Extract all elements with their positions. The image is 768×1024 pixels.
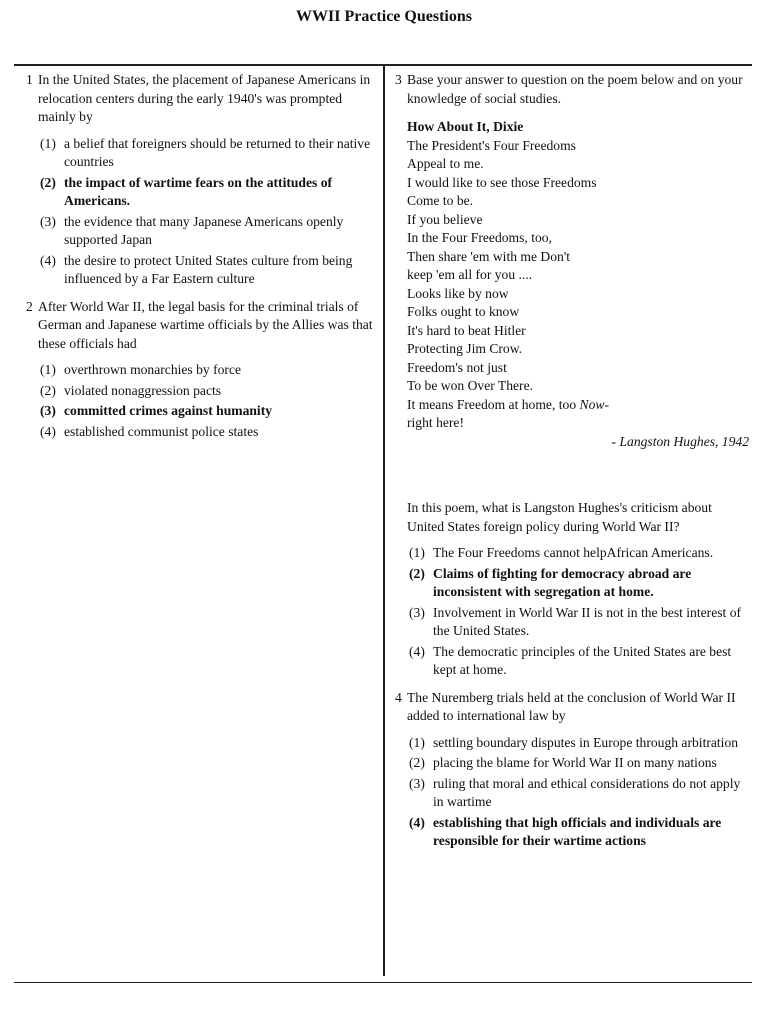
- left-column: [26, 71, 380, 450]
- question-2: [26, 298, 380, 354]
- choice-2-1: [40, 361, 380, 380]
- choice-3-3: [409, 604, 751, 641]
- question-1: [26, 71, 380, 127]
- poem-title: How About It, Dixie: [407, 119, 524, 134]
- poem-line: Then share 'em with me Don't: [407, 248, 571, 264]
- choice-2-3-correct: [40, 402, 380, 421]
- choice-4-4-correct: [409, 814, 751, 851]
- choices-4: [409, 734, 751, 851]
- choices-2: [40, 361, 380, 441]
- choice-number: (3): [40, 403, 56, 418]
- right-column: [395, 71, 751, 860]
- choice-number: (2): [409, 755, 425, 770]
- choice-4-1: [409, 734, 751, 753]
- choice-number: (4): [40, 252, 56, 268]
- choice-1-2-correct: [40, 174, 380, 211]
- choice-4-2: [409, 754, 751, 773]
- choice-text: the evidence that many Japanese Americans openly supported Japan: [64, 213, 344, 247]
- choices-3: [409, 544, 751, 680]
- question-text: The Nuremberg trials held at the conclusion of World War II added to international law by: [407, 689, 736, 723]
- choice-3-4: [409, 643, 751, 680]
- choice-text: the impact of wartime fears on the attitudes of Americans.: [64, 174, 333, 208]
- choice-text: Claims of fighting for democracy abroad are inconsistent with segregation at home.: [433, 565, 692, 599]
- poem-line: If you believe: [407, 211, 483, 227]
- poem-line: Freedom's not just: [407, 359, 507, 375]
- choice-2-2: [40, 382, 380, 401]
- choice-text: committed crimes against humanity: [64, 403, 273, 418]
- question-number: 3: [395, 72, 402, 87]
- choice-2-4: [40, 423, 380, 442]
- choice-number: (3): [40, 213, 56, 229]
- choices-1: [40, 135, 380, 289]
- choice-text: a belief that foreigners should be returned to their native countries: [64, 135, 371, 169]
- choice-number: (3): [409, 775, 425, 791]
- question-text: After World War II, the legal basis for the criminal trials of German and Japanese wartime officials by the Allies was that these officials had: [38, 298, 373, 351]
- poem-line: Looks like by now: [407, 285, 509, 301]
- choice-number: (4): [40, 423, 56, 439]
- choice-text: settling boundary disputes in Europe through arbitration: [433, 734, 739, 750]
- choice-number: (1): [40, 362, 56, 377]
- question-4: [395, 689, 751, 726]
- poem-line: I would like to see those Freedoms: [407, 174, 597, 190]
- choice-text: ruling that moral and ethical considerations do not apply in wartime: [433, 775, 741, 809]
- poem-line: Folks ought to know: [407, 304, 520, 319]
- question-3-stem: In this poem, what is Langston Hughes's criticism about United States foreign policy during World War II?: [407, 500, 712, 534]
- poem-line: It's hard to beat Hitler: [407, 322, 526, 338]
- choice-text: The Four Freedoms cannot helpAfrican Americans.: [433, 545, 714, 560]
- poem-line-text: It means Freedom at home, too: [407, 396, 580, 412]
- poem-line: To be won Over There.: [407, 378, 534, 393]
- choice-3-1: [409, 544, 751, 563]
- choice-number: (2): [40, 174, 56, 190]
- question-3: [395, 71, 751, 108]
- question-number: 4: [395, 689, 402, 705]
- column-divider: [383, 66, 385, 976]
- question-intro: Base your answer to question on the poem below and on your knowledge of social studies.: [407, 72, 743, 106]
- poem-now-word: Now-: [579, 396, 609, 412]
- choice-1-4: [40, 252, 380, 289]
- poem-line: In the Four Freedoms, too,: [407, 230, 552, 245]
- choice-text: violated nonaggression pacts: [64, 382, 222, 398]
- choice-text: placing the blame for World War II on many nations: [433, 755, 717, 770]
- choice-number: (2): [40, 382, 56, 398]
- choice-number: (1): [409, 734, 425, 750]
- choice-4-3: [409, 775, 751, 812]
- poem-line-now: [407, 396, 751, 415]
- poem-line: Protecting Jim Crow.: [407, 341, 523, 356]
- choice-number: (4): [409, 643, 425, 659]
- bottom-rule: [14, 982, 752, 983]
- choice-1-3: [40, 213, 380, 250]
- question-number: 2: [26, 298, 33, 314]
- choice-text: Involvement in World War II is not in the best interest of the United States.: [433, 604, 742, 638]
- poem: [407, 118, 751, 451]
- choice-number: (1): [409, 545, 425, 560]
- choice-text: established communist police states: [64, 423, 259, 439]
- poem-line: keep 'em all for you ....: [407, 267, 533, 282]
- choice-text: The democratic principles of the United States are best kept at home.: [433, 643, 732, 677]
- question-number: 1: [26, 72, 33, 87]
- choice-text: overthrown monarchies by force: [64, 362, 242, 377]
- poem-line: Appeal to me.: [407, 156, 484, 171]
- page-title: WWII Practice Questions: [296, 8, 472, 25]
- choice-1-1: [40, 135, 380, 172]
- choice-number: (2): [409, 565, 425, 581]
- choice-number: (3): [409, 604, 425, 620]
- poem-line: right here!: [407, 415, 464, 430]
- choice-number: (4): [409, 814, 425, 830]
- poem-line: Come to be.: [407, 193, 474, 208]
- choice-text: establishing that high officials and individuals are responsible for their wartime actions: [433, 814, 722, 848]
- choice-number: (1): [40, 135, 56, 151]
- choice-3-2-correct: [409, 565, 751, 602]
- choice-text: the desire to protect United States culture from being influenced by a Far Eastern culture: [64, 252, 353, 286]
- question-text: In the United States, the placement of Japanese Americans in relocation centers during the early 1940's was prompted mainly by: [38, 72, 371, 124]
- poem-attribution: - Langston Hughes, 1942: [611, 433, 749, 449]
- poem-line: The President's Four Freedoms: [407, 137, 576, 153]
